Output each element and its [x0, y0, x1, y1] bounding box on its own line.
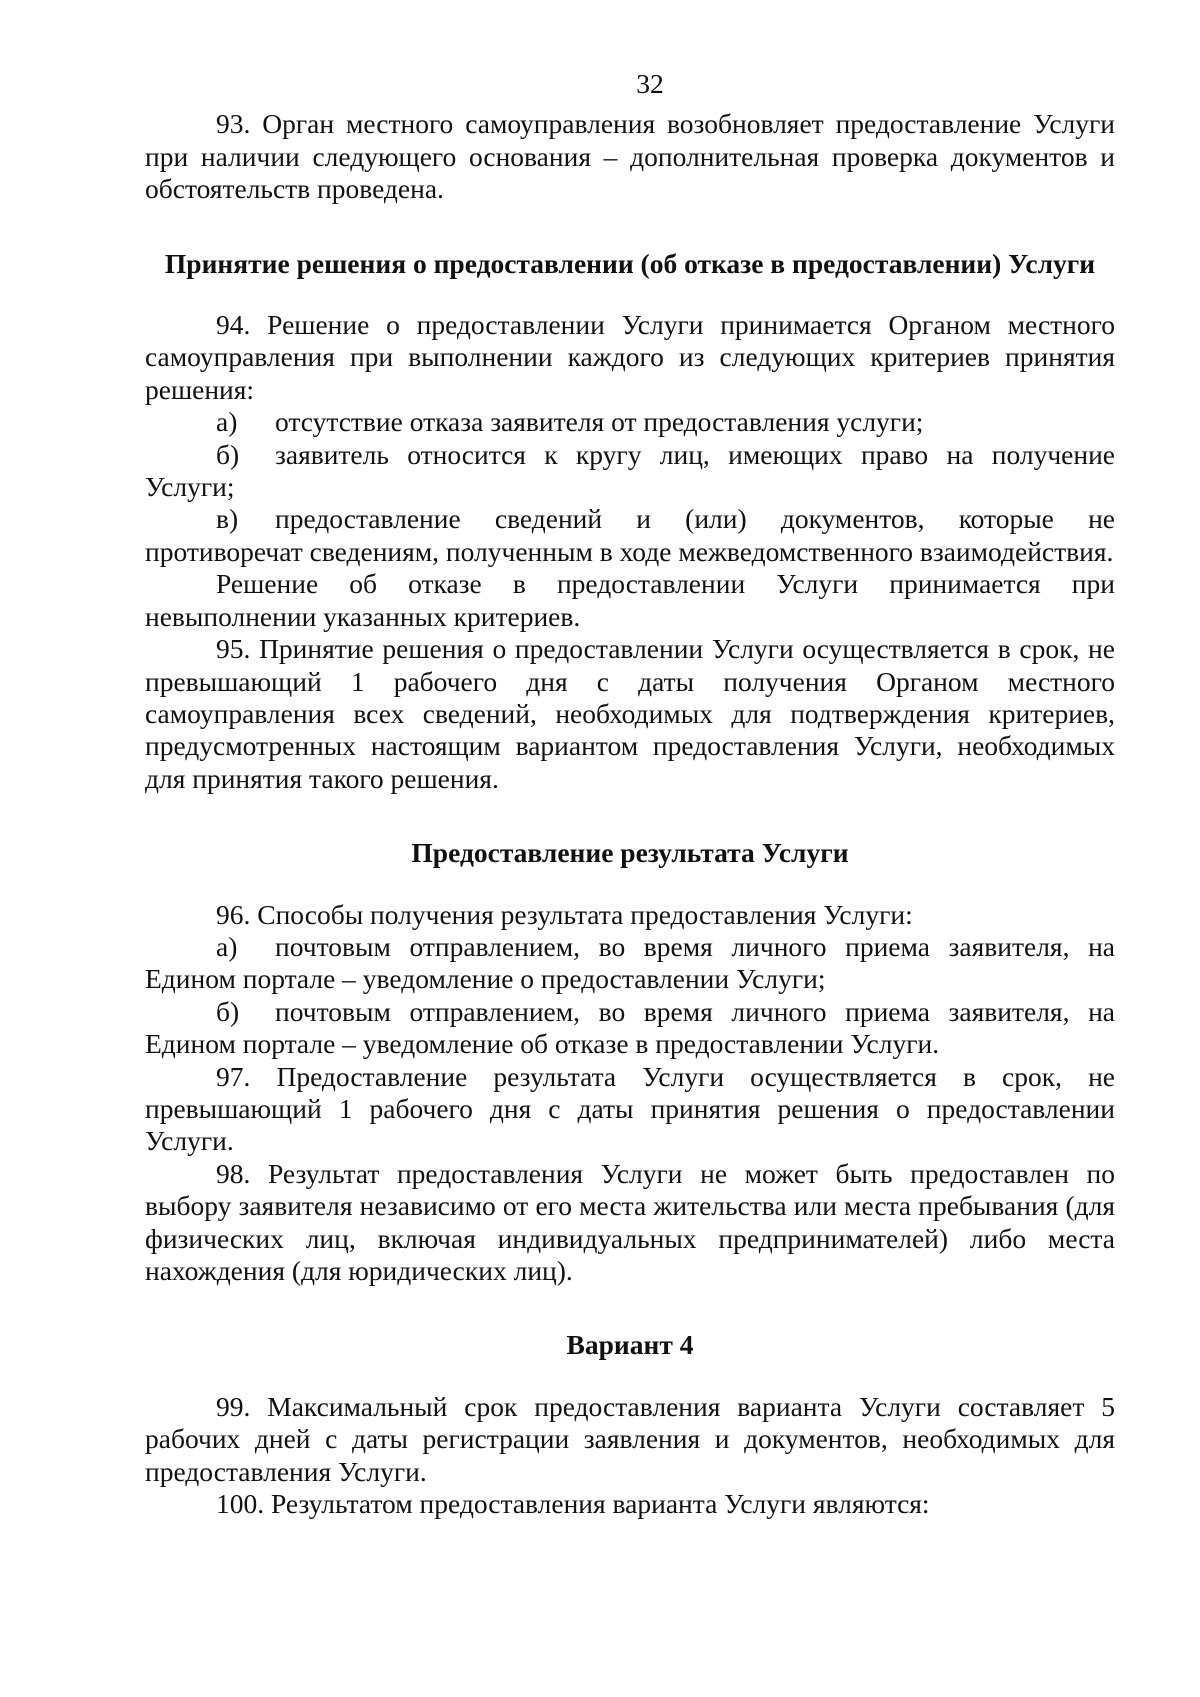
list-item-text: заявитель относится к кругу лиц, имеющих право на получение Услуги; [145, 438, 1115, 503]
paragraph-100: 100. Результатом предоставления варианта Услуги являются: [216, 1488, 930, 1520]
section-heading-result: Предоставление результата Услуги [411, 837, 849, 869]
section-heading-decision: Принятие решения о предоставлении (об отказе в предоставлении) Услуги [164, 247, 1096, 279]
paragraph-94-refusal: Решение об отказе в предоставлении Услуги принимается при невыполнении указанных критериев. [145, 568, 1115, 632]
document-page [145, 68, 1115, 1520]
section-heading-variant-4: Вариант 4 [566, 1329, 694, 1361]
list-item-94b [145, 439, 1115, 504]
paragraph-98: 98. Результат предоставления Услуги не может быть предоставлен по выбору заявителя независимо от его места жительства или места пребывания (для физических лиц, включая индивидуальных предпринимателей) либо места нахождения (для юридических лиц). [145, 1157, 1115, 1286]
paragraph-95: 95. Принятие решения о предоставлении Услуги осуществляется в срок, не превышающий 1 рабочего дня с даты получения Органом местного самоуправления всех сведений, необходимых для подтверждения критериев, предусмотренных настоящим вариантом предоставления Услуги, необходимых для принятия такого решения. [145, 633, 1115, 794]
list-marker: б) [216, 438, 240, 470]
list-item-text: почтовым отправлением, во время личного приема заявителя, на Едином портале – уведомление о предоставлении Услуги; [145, 930, 1115, 995]
paragraph-97: 97. Предоставление результата Услуги осуществляется в срок, не превышающий 1 рабочего дня с даты принятия решения о предоставлении Услуги. [145, 1060, 1115, 1157]
list-item-94a [145, 406, 1115, 438]
paragraph-99: 99. Максимальный срок предоставления варианта Услуги составляет 5 рабочих дней с даты регистрации заявления и документов, необходимых для предоставления Услуги. [145, 1390, 1115, 1487]
list-marker: б) [216, 995, 240, 1027]
page-number: 32 [636, 68, 664, 99]
list-marker: в) [216, 503, 239, 535]
paragraph-93: 93. Орган местного самоуправления возобновляет предоставление Услуги при наличии следующего основания – дополнительная проверка документов и обстоятельств проведена. [145, 108, 1115, 205]
list-marker: а) [216, 406, 238, 438]
list-item-text: предоставление сведений и (или) документов, которые не противоречат сведениям, полученным в ходе межведомственного взаимодействия. [145, 503, 1115, 567]
list-item-text: почтовым отправлением, во время личного приема заявителя, на Едином портале – уведомление об отказе в предоставлении Услуги. [145, 995, 1115, 1060]
paragraph-96: 96. Способы получения результата предоставления Услуги: [216, 898, 913, 930]
paragraph-94: 94. Решение о предоставлении Услуги принимается Органом местного самоуправления при выполнении каждого из следующих критериев принятия решения: [145, 309, 1115, 405]
list-item-96b [145, 996, 1115, 1061]
list-marker: а) [216, 930, 238, 962]
list-item-96a [145, 931, 1115, 996]
list-item-94c [145, 503, 1115, 568]
list-item-text: отсутствие отказа заявителя от предоставления услуги; [275, 406, 924, 438]
